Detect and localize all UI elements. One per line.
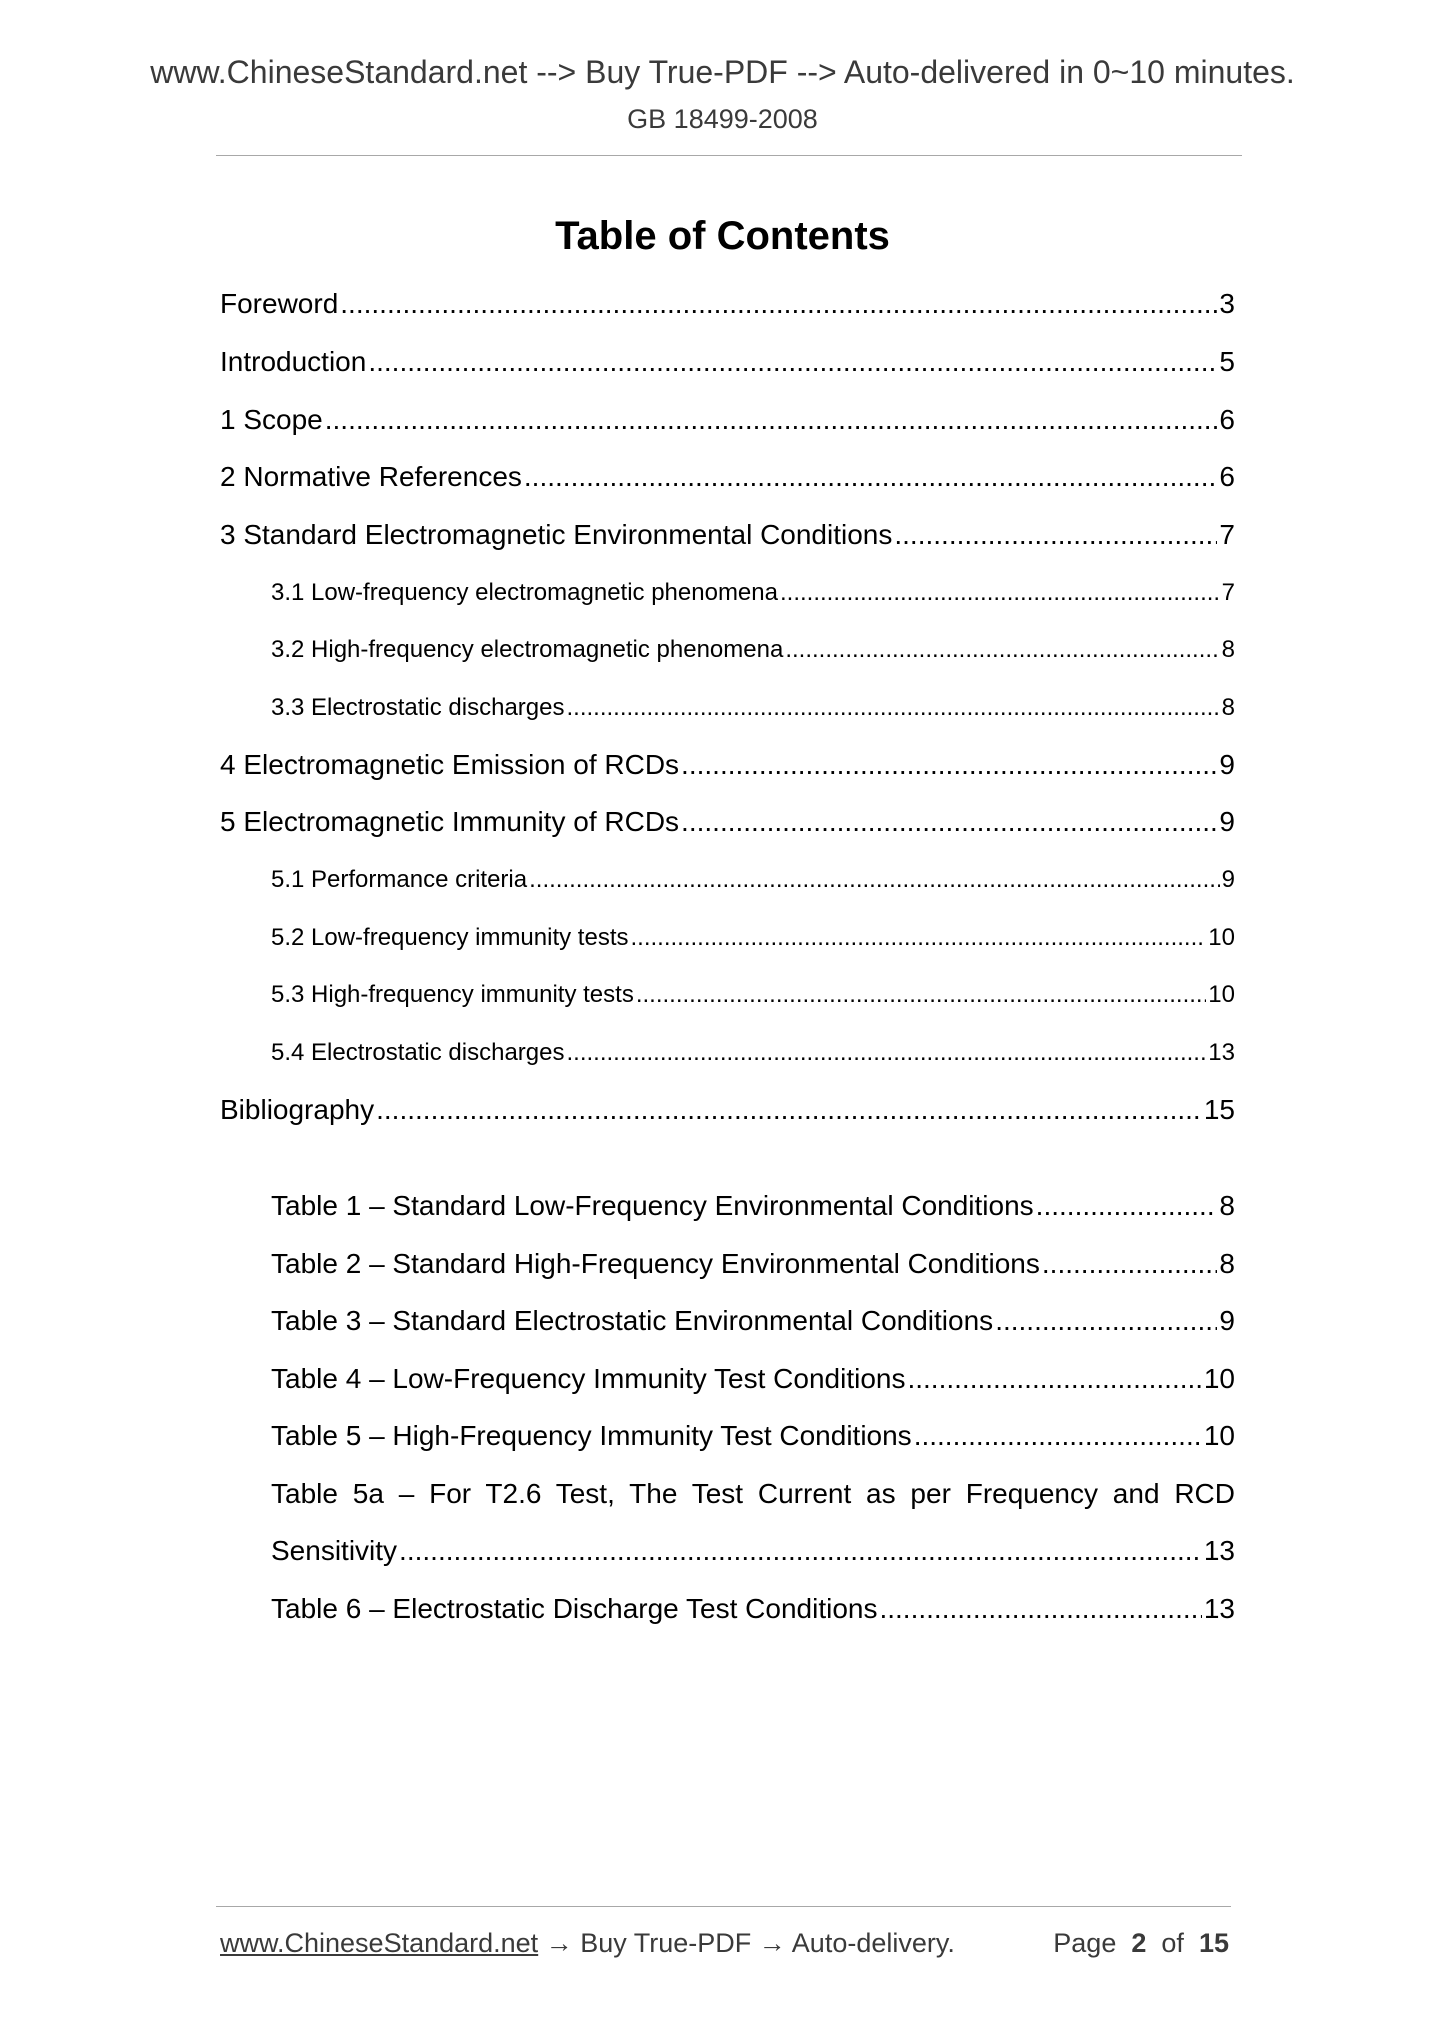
toc-entry-section-3[interactable]: [220, 521, 1235, 549]
toc-entry-section-3-3[interactable]: [271, 696, 1235, 720]
toc-entry-normative-references[interactable]: [220, 463, 1235, 491]
table-entry-label: Table 6 – Electrostatic Discharge Test Conditions: [271, 1593, 878, 1624]
toc-entry-label: 3.2 High-frequency electromagnetic phenomena: [271, 636, 784, 663]
page-number: 2: [1131, 1928, 1147, 1958]
toc-entry-label: 5 Electromagnetic Immunity of RCDs: [220, 806, 680, 837]
toc-entry-page: 10: [1208, 924, 1235, 951]
table-entry-label: Table 5 – High-Frequency Immunity Test Conditions: [271, 1420, 912, 1451]
arrow-right-icon: →: [758, 1928, 786, 1958]
table-list-entry-3[interactable]: [271, 1307, 1235, 1335]
toc-entry-section-3-1[interactable]: [271, 581, 1235, 605]
toc-entry-label: Foreword: [220, 288, 339, 319]
table-entry-page: 13: [1203, 1593, 1235, 1624]
toc-entry-page: 8: [1221, 636, 1235, 663]
toc-entry-page: 6: [1219, 461, 1235, 492]
dot-leader: [879, 1595, 1201, 1623]
dot-leader: [914, 1422, 1202, 1450]
dot-leader: [566, 1041, 1206, 1065]
dot-leader: [681, 808, 1217, 836]
dot-leader: [907, 1365, 1201, 1393]
dot-leader: [681, 751, 1217, 779]
toc-entry-label: 3 Standard Electromagnetic Environmental Conditions: [220, 519, 893, 550]
toc-entry-label: 1 Scope: [220, 404, 323, 435]
dot-leader: [1042, 1250, 1218, 1278]
arrow-right-icon: →: [545, 1928, 573, 1958]
footer-links: [220, 1930, 955, 1957]
dot-leader: [524, 463, 1218, 491]
table-entry-page: 13: [1203, 1535, 1235, 1566]
dot-leader: [894, 521, 1217, 549]
toc-entry-label: 3.1 Low-frequency electromagnetic phenomena: [271, 579, 778, 606]
table-entry-page: 8: [1219, 1190, 1235, 1221]
footer-buy-text: Buy True-PDF: [580, 1928, 752, 1958]
toc-entry-section-5[interactable]: [220, 808, 1235, 836]
toc-entry-label: Bibliography: [220, 1094, 375, 1125]
toc-entry-label: 5.2 Low-frequency immunity tests: [271, 924, 629, 951]
toc-entry-label: 2 Normative References: [220, 461, 522, 492]
table-list-entry-5a-line1[interactable]: Table 5a – For T2.6 Test, The Test Current as per Frequency and RCD: [271, 1478, 1235, 1509]
dot-leader: [399, 1537, 1202, 1565]
toc-entry-page: 8: [1221, 694, 1235, 721]
toc-entry-section-4[interactable]: [220, 751, 1235, 779]
total-pages: 15: [1198, 1928, 1229, 1958]
toc-entry-bibliography[interactable]: [220, 1096, 1235, 1124]
toc-entry-label: 3.3 Electrostatic discharges: [271, 694, 565, 721]
footer-delivery-text: Auto-delivery.: [791, 1928, 955, 1958]
table-entry-page: 9: [1219, 1305, 1235, 1336]
toc-entry-section-5-1[interactable]: [271, 868, 1235, 892]
table-list-entry-1[interactable]: [271, 1192, 1235, 1220]
toc-entry-page: 5: [1219, 346, 1235, 377]
footer-divider: [216, 1906, 1231, 1907]
table-entry-label: Table 1 – Standard Low-Frequency Environmental Conditions: [271, 1190, 1034, 1221]
toc-entry-page: 7: [1221, 579, 1235, 606]
dot-leader: [780, 581, 1220, 605]
page-indicator: [1053, 1930, 1229, 1957]
table-entry-page: 10: [1203, 1363, 1235, 1394]
dot-leader: [995, 1307, 1217, 1335]
table-list-entry-5[interactable]: [271, 1422, 1235, 1450]
page-title: Table of Contents: [555, 214, 890, 258]
toc-entry-section-5-4[interactable]: [271, 1041, 1235, 1065]
toc-entry-page: 6: [1219, 404, 1235, 435]
header-divider: [216, 155, 1242, 156]
toc-entry-page: 3: [1219, 288, 1235, 319]
dot-leader: [566, 696, 1219, 720]
table-entry-page: 10: [1203, 1420, 1235, 1451]
table-list-entry-5a[interactable]: [271, 1537, 1235, 1565]
dot-leader: [325, 406, 1218, 434]
toc-entry-label: Introduction: [220, 346, 367, 377]
toc-entry-page: 7: [1219, 519, 1235, 550]
dot-leader: [529, 868, 1220, 892]
toc-entry-scope[interactable]: [220, 406, 1235, 434]
toc-entry-page: 9: [1221, 866, 1235, 893]
table-entry-page: 8: [1219, 1248, 1235, 1279]
table-entry-label: Table 2 – Standard High-Frequency Environmental Conditions: [271, 1248, 1040, 1279]
dot-leader: [340, 290, 1217, 318]
table-entry-label: Table 3 – Standard Electrostatic Environmental Conditions: [271, 1305, 994, 1336]
toc-entry-label: 5.4 Electrostatic discharges: [271, 1039, 565, 1066]
toc-entry-label: 5.1 Performance criteria: [271, 866, 528, 893]
toc-entry-page: 13: [1208, 1039, 1235, 1066]
dot-leader: [368, 348, 1217, 376]
toc-entry-label: 4 Electromagnetic Emission of RCDs: [220, 749, 680, 780]
toc-entry-page: 9: [1219, 749, 1235, 780]
table-entry-label: Table 4 – Low-Frequency Immunity Test Conditions: [271, 1363, 906, 1394]
dot-leader: [636, 983, 1206, 1007]
toc-entry-foreword[interactable]: [220, 290, 1235, 318]
standard-code: GB 18499-2008: [627, 104, 818, 134]
toc-entry-introduction[interactable]: [220, 348, 1235, 376]
dot-leader: [785, 638, 1219, 662]
toc-entry-section-3-2[interactable]: [271, 638, 1235, 662]
toc-entry-section-5-2[interactable]: [271, 926, 1235, 950]
toc-entry-page: 9: [1219, 806, 1235, 837]
table-list-entry-4[interactable]: [271, 1365, 1235, 1393]
dot-leader: [630, 926, 1206, 950]
toc-entry-page: 10: [1208, 981, 1235, 1008]
toc-entry-section-5-3[interactable]: [271, 983, 1235, 1007]
table-list-entry-6[interactable]: [271, 1595, 1235, 1623]
dot-leader: [376, 1096, 1202, 1124]
toc-entry-page: 15: [1203, 1094, 1235, 1125]
footer-site-link[interactable]: www.ChineseStandard.net: [220, 1928, 539, 1958]
page-word: Page: [1053, 1928, 1117, 1958]
toc-entry-label: 5.3 High-frequency immunity tests: [271, 981, 634, 1008]
table-list-entry-2[interactable]: [271, 1250, 1235, 1278]
of-word: of: [1161, 1928, 1184, 1958]
table-entry-label: Sensitivity: [271, 1535, 398, 1566]
dot-leader: [1036, 1192, 1218, 1220]
header-banner: www.ChineseStandard.net --> Buy True-PDF --> Auto-delivered in 0~10 minutes.: [150, 54, 1295, 90]
